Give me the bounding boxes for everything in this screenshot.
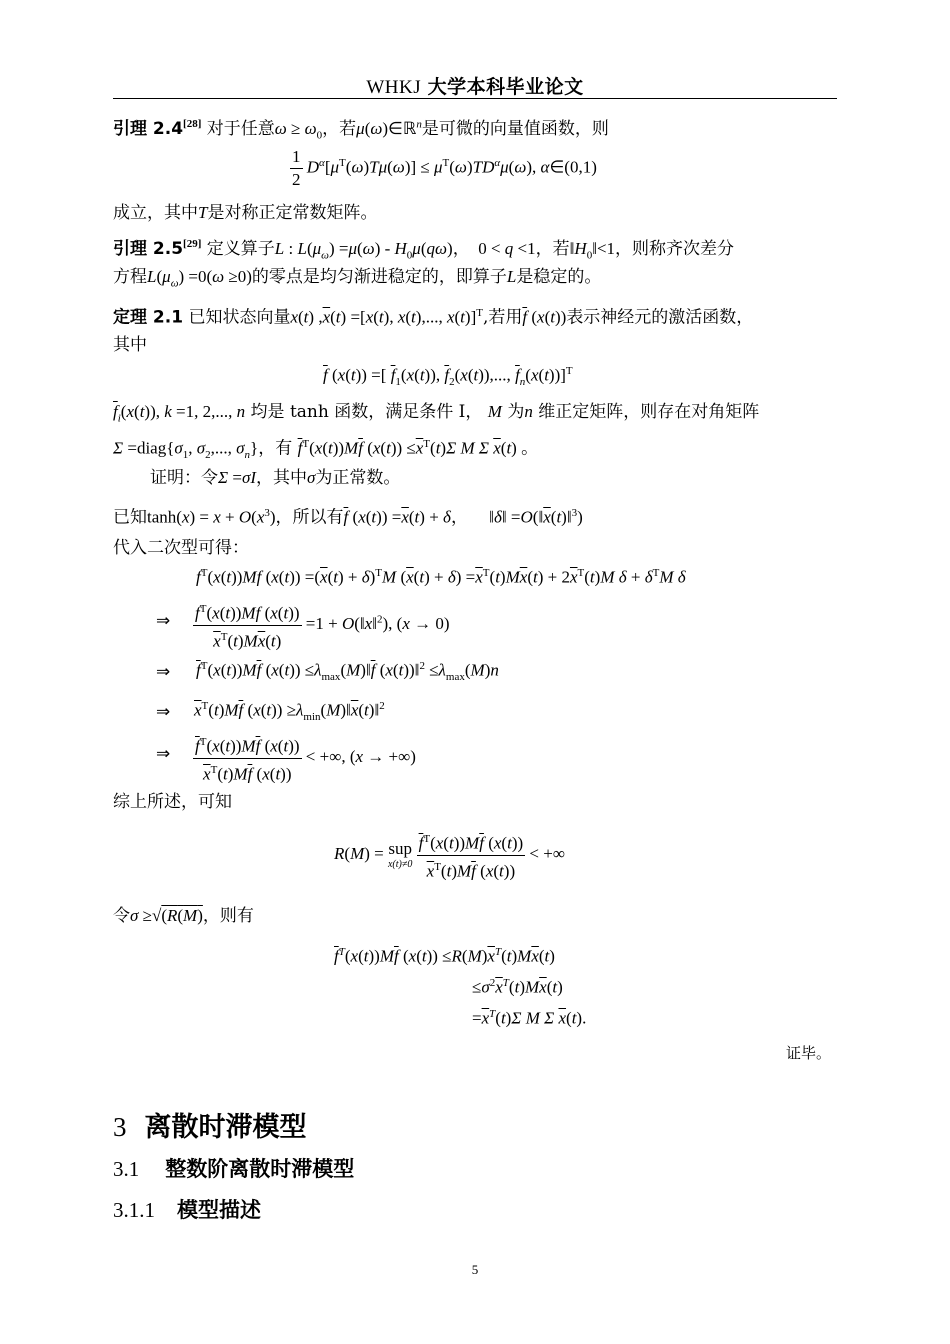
lemma-2-5-line2: 方程$L(\mu_\omega) =0(\omega \ge 0)$的零点是均匀渐进稳定的，即算子L是稳定的。 — [113, 267, 602, 290]
implies-icon: ⇒ — [156, 744, 171, 764]
proof-start: 证明：令Σ =σI，其中σ为正常数。 — [150, 468, 401, 488]
header-latin: WHKJ — [366, 77, 422, 98]
lemma-2-4-equation: $\frac{1}{2}$ $D^\alpha[\mu^T(\omega)T\mu(\omega)] \le \mu^T(\omega)TD^\alpha\mu(\omega)$, α∈(0,1) — [292, 147, 597, 189]
lemma-2-4: 引理 2.4[28] 对于任意$\omega \ge \omega_0$，若μ(ω)∈ℝ$^n$是可微的向量值函数，则 — [113, 118, 609, 142]
theorem-2-1: 定理 2.1 已知状态向量x(t) $,\overline{x}(t) =[x(t)$, x(t),..., x(t)]$^T$,若用$\overline{f}$ (x(t))表示神经元的激活函数， — [113, 307, 754, 328]
theorem-2-1-equation: $\overline{f}$ (x(t)) =[ $\overline{f}_1(x(t))$, $\overline{f}_2(x(t))$,..., $\overline{f}_n(x(t))]^T$ — [323, 365, 573, 389]
lemma-2-5-ref: [29] — [183, 238, 202, 250]
theorem-2-1-line4: $\overline{f}_i(x(t))$, k =1, 2,..., n 均是 tanh 函数，满足条件 I， M 为n 维正定矩阵，则存在对角矩阵 — [113, 402, 760, 425]
theorem-2-1-line2: 其中 — [113, 335, 147, 355]
lemma-2-5: 引理 2.5[29] 定义算子L : $L(\mu_\omega) =\mu(\omega) - H_0\mu(q\omega)$， 0 < q <1，若$‖H_0‖<1$，则称齐次差分 — [113, 238, 735, 262]
proof-substitute: 代入二次型可得： — [113, 538, 249, 558]
lemma-2-4-ref: [28] — [183, 118, 202, 130]
header-rule — [113, 98, 837, 99]
page-number: 5 — [471, 1262, 479, 1277]
proof-summary: 综上所述，可知 — [113, 792, 232, 812]
proof-eq-5: $\frac{\overline{f}^T(x(t))M\overline{f} (x(t))}{\overline{x}^T(t)M\overline{f} (x(t))}$ < +∞, (x → +∞) — [193, 731, 416, 785]
theorem-2-1-label: 定理 2.1 — [113, 307, 184, 328]
proof-end: 证毕。 — [786, 1044, 832, 1062]
proof-eq-final-2: $\le\sigma^2\overline{x}^T(t)M\overline{x}(t)$ — [472, 977, 563, 997]
proof-eq-final-3: $=\overline{x}^T(t)\Sigma$ M Σ $\overline{x}(t)$. — [472, 1008, 587, 1028]
proof-eq-final-1: $\overline{f}^T(x(t))M\overline{f}$ $(x(t)) \le R(M)\overline{x}^T(t)M\overline{x}(t)$ — [334, 946, 555, 966]
proof-eq-3: $\overline{f}^T(x(t))M\overline{f}$ $(x(t)) \le\lambda_{max}(M)‖\overline{f}$ (x(t))‖$^2$ $\le\lambda_{max}(M)n$ — [196, 660, 499, 684]
proof-let: 令$\sigma \ge√(\overline{R}(\overline{M})$，则有 — [113, 906, 254, 926]
implies-icon: ⇒ — [156, 662, 171, 682]
theorem-2-1-line5: $\Sigma =diag\{\sigma_1$, $\sigma_2$,..., $\sigma_n$}，有 $\overline{f}^T(x(t))M\overline{f}$ $(x(t)) \le\overline{x}^T(t)\Sigma$ M Σ $\overline{x}(t)$ 。 — [113, 438, 539, 462]
proof-eq-1: $f^T(x(t))Mf$ $(x(t)) =(\overline{x}(t) + \delta)^TM$ $(\overline{x}(t) + \delta) =\overline{x}^T(t)M\overline{x}(t) + 2\overline{x}^T(t)M$ $\delta + \delta^TM$ δ — [196, 567, 686, 587]
section-3-1-heading: 3.1 整数阶离散时滞模型 — [113, 1157, 355, 1181]
proof-known: 已知$\tanh(x) = x + O(x^3)$，所以有$\overline{f}$ $(x(t)) =\overline{x}(t) + \delta$， ‖δ‖ $=O(‖\overline{x}(t)‖^3)$ — [113, 507, 583, 528]
implies-icon: ⇒ — [156, 702, 171, 722]
proof-eq-sup: R(M) = sup x(t)≠0 $\frac{\overline{f}^T(x(t))M\overline{f} (x(t))}{\overline{x}^T(t)M\overline{f} (x(t))}$ < +∞ — [334, 828, 565, 882]
implies-icon: ⇒ — [156, 611, 171, 631]
lemma-2-4-after: 成立，其中T是对称正定常数矩阵。 — [113, 203, 378, 223]
proof-eq-2: $\frac{f^T(x(t))Mf (x(t))}{\overline{x}^T(t)M\overline{x}(t)}$ =1 + O(‖x‖$^2$), (x → 0) — [193, 598, 450, 652]
lemma-2-4-text-a: 对于任意 — [206, 119, 275, 139]
running-header — [0, 72, 950, 99]
proof-eq-4: $\overline{x}^T(t)M\overline{f}$ $(x(t)) \ge\lambda_{min}(M)‖\overline{x}(t)‖^2$ — [194, 700, 385, 724]
lemma-2-5-label: 引理 2.5 — [113, 239, 184, 259]
lemma-2-4-label: 引理 2.4 — [113, 119, 184, 139]
section-3-1-1-heading: 3.1.1 模型描述 — [113, 1198, 261, 1222]
section-3-heading: 3 离散时滞模型 — [113, 1112, 307, 1143]
header-title: 大学本科毕业论文 — [427, 76, 584, 98]
